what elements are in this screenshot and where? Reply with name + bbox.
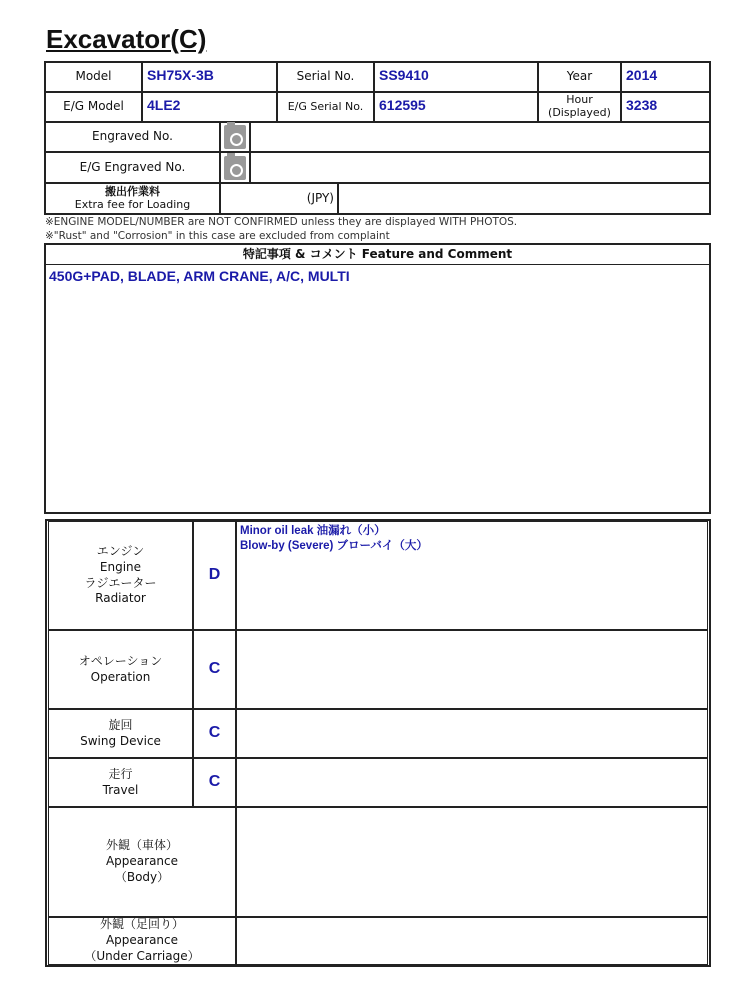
fee-unit: (JPY) (220, 183, 338, 214)
feature-text: 450G+PAD, BLADE, ARM CRANE, A/C, MULTI (49, 268, 350, 284)
page-title: Excavator(C) (46, 24, 207, 54)
inspection-label-line: （Under Carriage） (84, 948, 200, 963)
eg-model-label: E/G Model (45, 92, 142, 122)
eg-serial-label: E/G Serial No. (277, 92, 374, 122)
fee-label-en: Extra fee for Loading (74, 197, 191, 211)
inspection-label (48, 807, 236, 917)
note-engine: ※ENGINE MODEL/NUMBER are NOT CONFIRMED unless they are displayed WITH PHOTOS. (45, 216, 518, 228)
inspection-label-line: （Body） (114, 869, 170, 884)
engraved-label: Engraved No. (45, 122, 220, 152)
year-value: 2014 (621, 62, 710, 92)
inspection-comments (236, 758, 708, 807)
model-value: SH75X-3B (142, 62, 277, 92)
inspection-comment: Blow-by (Severe) ブローバイ（大） (240, 540, 428, 553)
camera-icon[interactable] (220, 152, 250, 183)
inspection-grade: D (193, 521, 236, 630)
eg-serial-value: 612595 (374, 92, 538, 122)
fee-remarks (338, 183, 710, 214)
inspection-label-line: 旋回 (108, 717, 133, 732)
serial-value: SS9410 (374, 62, 538, 92)
hour-label-sub: (Displayed) (548, 106, 611, 119)
inspection-label (48, 521, 193, 630)
fee-label (45, 183, 220, 214)
inspection-label-line: Appearance (105, 933, 179, 948)
inspection-label (48, 758, 193, 807)
inspection-comment: Minor oil leak 油漏れ（小） (240, 525, 386, 537)
model-label: Model (45, 62, 142, 92)
inspection-label-line: 外観（車体） (105, 838, 178, 853)
serial-label: Serial No. (277, 62, 374, 92)
note-rust: ※"Rust" and "Corrosion" in this case are excluded from complaint (45, 230, 390, 242)
inspection-grade: C (193, 758, 236, 807)
inspection-comments (236, 709, 708, 758)
inspection-label-line: Swing Device (80, 733, 161, 748)
year-label: Year (538, 62, 621, 92)
eg-model-value: 4LE2 (142, 92, 277, 122)
inspection-label (48, 917, 236, 965)
hour-value: 3238 (621, 92, 710, 122)
inspection-label-line: Engine (99, 559, 142, 574)
inspection-label-line: Radiator (95, 591, 146, 606)
fee-label-jp: 搬出作業料 (105, 184, 160, 198)
inspection-grade: C (193, 709, 236, 758)
inspection-label (48, 630, 193, 709)
inspection-label-line: Travel (102, 782, 139, 797)
inspection-comments (236, 917, 708, 965)
inspection-label-line: エンジン (96, 543, 145, 558)
inspection-grade: C (193, 630, 236, 709)
inspection-comments (236, 630, 708, 709)
inspection-label-line: 外観（足回り） (99, 917, 184, 932)
engraved-value (250, 122, 710, 152)
eg-engraved-label: E/G Engraved No. (45, 152, 220, 183)
inspection-label-line: オペレーション (78, 653, 163, 668)
hour-label (538, 92, 621, 122)
inspection-label-line: Appearance (105, 854, 179, 869)
inspection-comments (236, 807, 708, 917)
inspection-label-line: Operation (90, 669, 151, 684)
eg-engraved-value (250, 152, 710, 183)
feature-header: 特記事項 & コメント Feature and Comment (45, 244, 710, 265)
inspection-comments (236, 521, 708, 630)
inspection-label-line: ラジエーター (84, 575, 157, 590)
inspection-label (48, 709, 193, 758)
camera-icon[interactable] (220, 122, 250, 152)
inspection-label-line: 走行 (108, 766, 133, 781)
hour-label-text: Hour (566, 93, 593, 107)
